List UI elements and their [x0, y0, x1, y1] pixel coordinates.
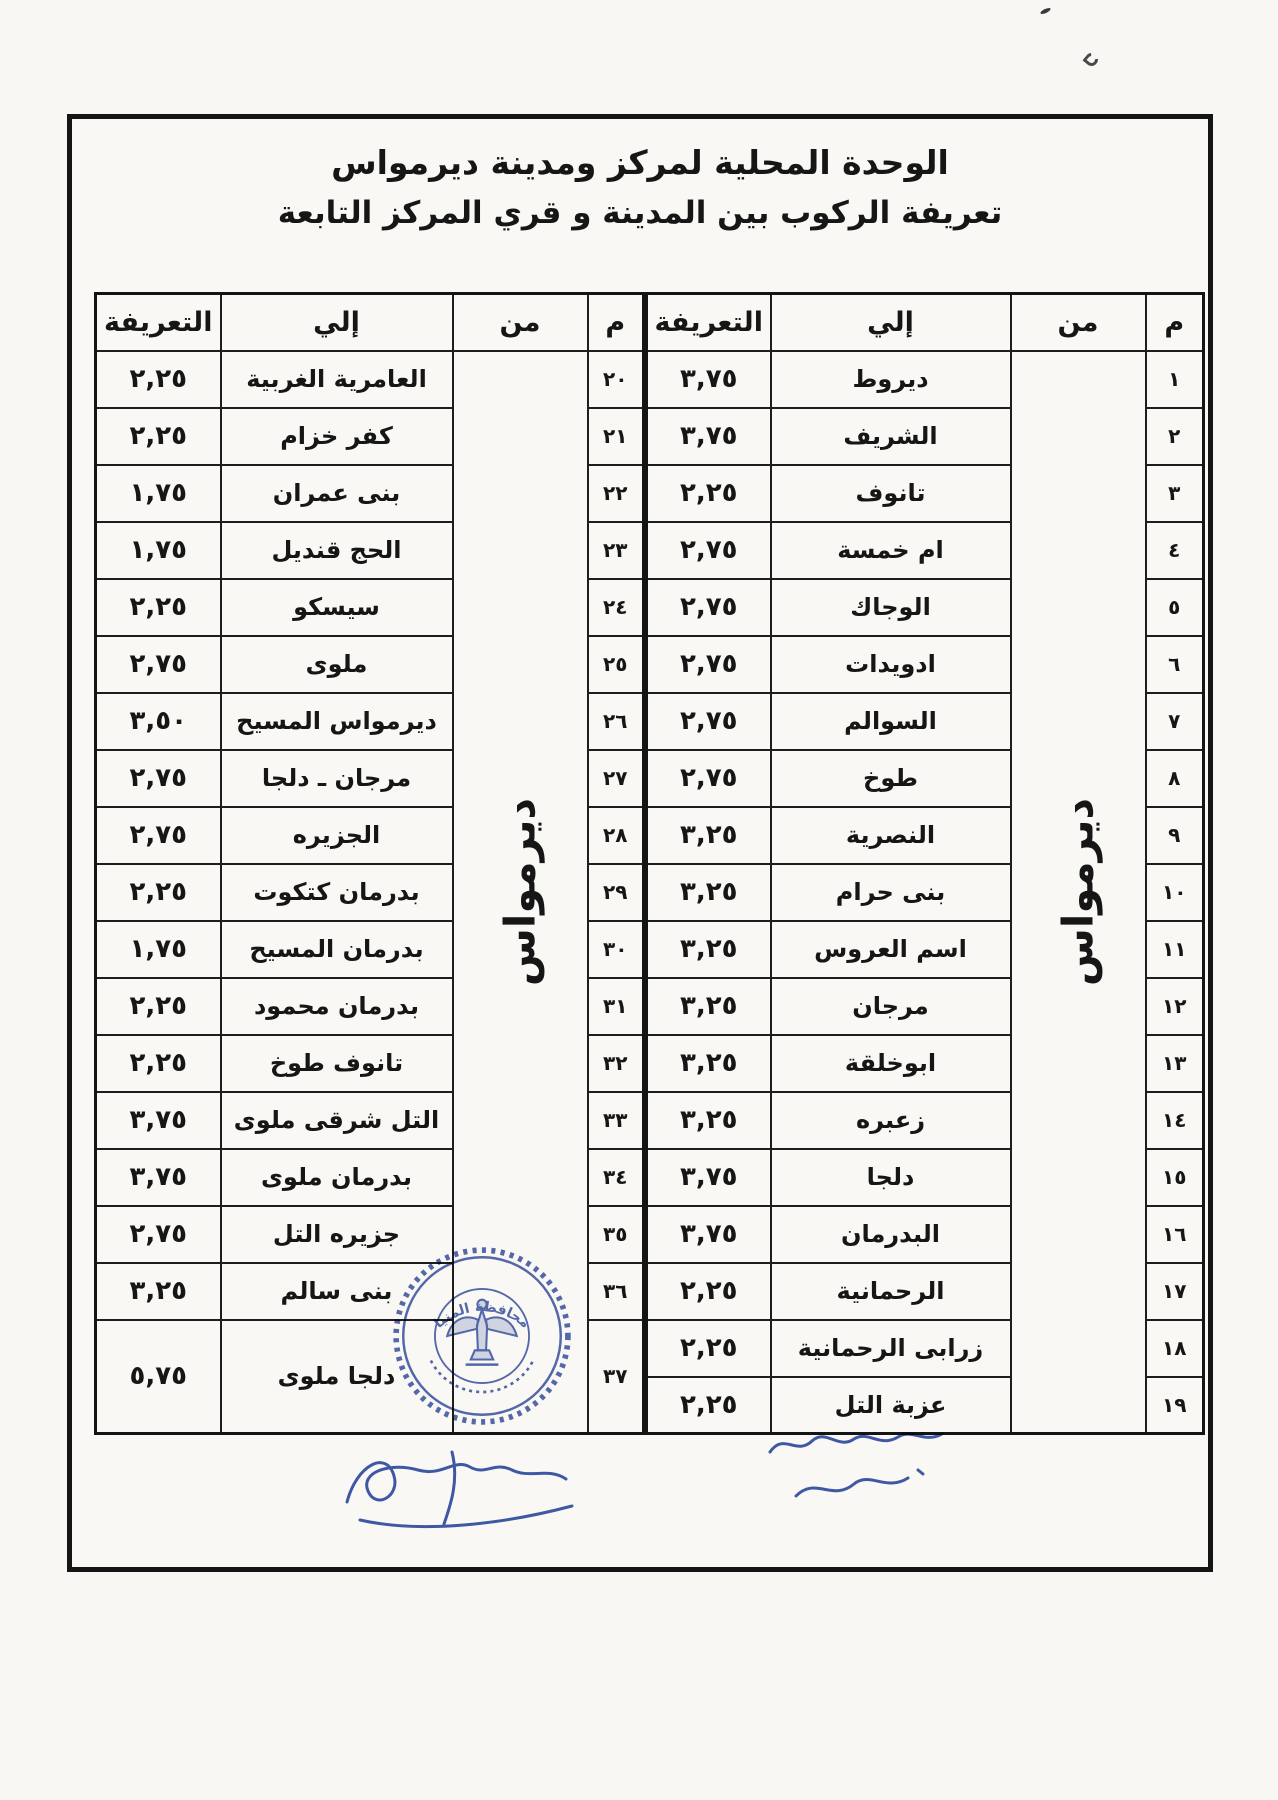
- destination-cell: ادويدات: [771, 636, 1011, 693]
- header-from: من: [453, 294, 588, 351]
- destination-cell: ديرمواس المسيح: [221, 693, 453, 750]
- row-number: ٧: [1146, 693, 1204, 750]
- destination-cell: ملوى: [221, 636, 453, 693]
- row-number: ١٨: [1146, 1320, 1204, 1377]
- from-city-vertical-label: ديرمواس: [495, 797, 545, 986]
- fare-cell: ١,٧٥: [96, 465, 221, 522]
- document-frame: [67, 114, 1213, 1572]
- destination-cell: ديروط: [771, 351, 1011, 408]
- destination-cell: العامرية الغربية: [221, 351, 453, 408]
- row-number: ٣٥: [588, 1206, 644, 1263]
- fare-cell: ١,٧٥: [96, 522, 221, 579]
- destination-cell: بدرمان ملوى: [221, 1149, 453, 1206]
- destination-cell: الرحمانية: [771, 1263, 1011, 1320]
- row-number: ١٠: [1146, 864, 1204, 921]
- row-number: ٣: [1146, 465, 1204, 522]
- destination-cell: اسم العروس: [771, 921, 1011, 978]
- fare-cell: ٣,٢٥: [647, 864, 771, 921]
- row-number: ١٤: [1146, 1092, 1204, 1149]
- destination-cell: السوالم: [771, 693, 1011, 750]
- row-number: ٣٣: [588, 1092, 644, 1149]
- header-row: [647, 294, 1204, 351]
- row-number: ٢٨: [588, 807, 644, 864]
- destination-cell: تانوف طوخ: [221, 1035, 453, 1092]
- destination-cell: التل شرقى ملوى: [221, 1092, 453, 1149]
- destination-cell: الشريف: [771, 408, 1011, 465]
- ink-mark: [1082, 50, 1100, 68]
- from-merged-cell: [1011, 351, 1146, 1434]
- row-number: ١: [1146, 351, 1204, 408]
- row-number: ١٧: [1146, 1263, 1204, 1320]
- fare-cell: ١,٧٥: [96, 921, 221, 978]
- row-number: ٣٠: [588, 921, 644, 978]
- row-number: ٦: [1146, 636, 1204, 693]
- destination-cell: بدرمان كتكوت: [221, 864, 453, 921]
- fare-cell: ٣,٧٥: [647, 1206, 771, 1263]
- destination-cell: زعبره: [771, 1092, 1011, 1149]
- fare-table-right: [645, 292, 1205, 1435]
- fare-cell: ٣,٢٥: [647, 807, 771, 864]
- row-number: ١١: [1146, 921, 1204, 978]
- row-number: ١٩: [1146, 1377, 1204, 1434]
- destination-cell: ام خمسة: [771, 522, 1011, 579]
- row-number: ٣٧: [588, 1320, 644, 1434]
- header-fare: التعريفة: [647, 294, 771, 351]
- row-number: ٣٤: [588, 1149, 644, 1206]
- header-to: إلي: [221, 294, 453, 351]
- fare-cell: ٣,٢٥: [647, 1092, 771, 1149]
- fare-cell: ٢,٢٥: [96, 579, 221, 636]
- fare-cell: ٣,٧٥: [647, 408, 771, 465]
- row-number: ٩: [1146, 807, 1204, 864]
- destination-cell: بنى عمران: [221, 465, 453, 522]
- row-number: ٤: [1146, 522, 1204, 579]
- destination-cell: الوجاك: [771, 579, 1011, 636]
- destination-cell: بنى حرام: [771, 864, 1011, 921]
- fare-cell: ٢,٧٥: [647, 579, 771, 636]
- fare-cell: ٢,٧٥: [96, 807, 221, 864]
- fare-cell: ٢,٢٥: [96, 351, 221, 408]
- fare-cell: ٢,٢٥: [647, 1377, 771, 1434]
- row-number: ٢١: [588, 408, 644, 465]
- header-num: م: [588, 294, 644, 351]
- destination-cell: بنى سالم: [221, 1263, 453, 1320]
- row-number: ٣٦: [588, 1263, 644, 1320]
- fare-cell: ٣,٢٥: [647, 978, 771, 1035]
- fare-cell: ٢,٢٥: [647, 465, 771, 522]
- fare-cell: ٣,٢٥: [96, 1263, 221, 1320]
- table-row: [647, 351, 1204, 408]
- fare-cell: ٣,٥٠: [96, 693, 221, 750]
- destination-cell: دلجا ملوى: [221, 1320, 453, 1434]
- row-number: ١٥: [1146, 1149, 1204, 1206]
- destination-cell: عزبة التل: [771, 1377, 1011, 1434]
- fare-cell: ٢,٢٥: [647, 1320, 771, 1377]
- fare-cell: ٣,٧٥: [647, 1149, 771, 1206]
- destination-cell: جزيره التل: [221, 1206, 453, 1263]
- fare-cell: ٢,٢٥: [96, 978, 221, 1035]
- fare-cell: ٣,٢٥: [647, 1035, 771, 1092]
- fare-cell: ٢,٢٥: [96, 408, 221, 465]
- row-number: ١٣: [1146, 1035, 1204, 1092]
- destination-cell: بدرمان المسيح: [221, 921, 453, 978]
- ink-mark: [1040, 7, 1052, 15]
- fare-cell: ٢,٧٥: [647, 750, 771, 807]
- header-from: من: [1011, 294, 1146, 351]
- header-num: م: [1146, 294, 1204, 351]
- fare-cell: ٢,٧٥: [647, 636, 771, 693]
- signature-right: [760, 1416, 962, 1530]
- fare-cell: ٢,٧٥: [96, 750, 221, 807]
- fare-cell: ٣,٧٥: [96, 1092, 221, 1149]
- destination-cell: سيسكو: [221, 579, 453, 636]
- destination-cell: دلجا: [771, 1149, 1011, 1206]
- fare-cell: ٢,٧٥: [647, 522, 771, 579]
- row-number: ٢٩: [588, 864, 644, 921]
- destination-cell: كفر خزام: [221, 408, 453, 465]
- table-row: [96, 351, 644, 408]
- fare-cell: ٢,٢٥: [647, 1263, 771, 1320]
- row-number: ١٦: [1146, 1206, 1204, 1263]
- destination-cell: مرجان: [771, 978, 1011, 1035]
- destination-cell: البدرمان: [771, 1206, 1011, 1263]
- destination-cell: الجزيره: [221, 807, 453, 864]
- row-number: ٢٢: [588, 465, 644, 522]
- header-row: [96, 294, 644, 351]
- destination-cell: تانوف: [771, 465, 1011, 522]
- fare-cell: ٢,٧٥: [96, 1206, 221, 1263]
- row-number: ٢٦: [588, 693, 644, 750]
- fare-cell: ٣,٢٥: [647, 921, 771, 978]
- row-number: ٢٣: [588, 522, 644, 579]
- row-number: ٣١: [588, 978, 644, 1035]
- fare-cell: ٢,٢٥: [96, 864, 221, 921]
- document-title: الوحدة المحلية لمركز ومدينة ديرمواس: [331, 143, 949, 182]
- from-city-vertical-label: ديرمواس: [1053, 797, 1103, 986]
- destination-cell: زرابى الرحمانية: [771, 1320, 1011, 1377]
- row-number: ٨: [1146, 750, 1204, 807]
- row-number: ٢٥: [588, 636, 644, 693]
- row-number: ١٢: [1146, 978, 1204, 1035]
- fare-tables: [94, 292, 1205, 1435]
- official-stamp: [392, 1246, 572, 1426]
- fare-cell: ٢,٧٥: [647, 693, 771, 750]
- fare-cell: ٥,٧٥: [96, 1320, 221, 1434]
- fare-cell: ٢,٧٥: [96, 636, 221, 693]
- destination-cell: الحج قنديل: [221, 522, 453, 579]
- destination-cell: ابوخلقة: [771, 1035, 1011, 1092]
- destination-cell: بدرمان محمود: [221, 978, 453, 1035]
- header-to: إلي: [771, 294, 1011, 351]
- document-subtitle: تعريفة الركوب بين المدينة و قري المركز التابعة: [277, 195, 1003, 231]
- row-number: ٢٤: [588, 579, 644, 636]
- row-number: ٢٠: [588, 351, 644, 408]
- fare-cell: ٣,٧٥: [96, 1149, 221, 1206]
- signature-left: [332, 1434, 590, 1540]
- row-number: ٢٧: [588, 750, 644, 807]
- destination-cell: مرجان ـ دلجا: [221, 750, 453, 807]
- stamp-arc-text: محافظة المنيا: [430, 1298, 533, 1332]
- row-number: ٣٢: [588, 1035, 644, 1092]
- fare-cell: ٣,٧٥: [647, 351, 771, 408]
- row-number: ٢: [1146, 408, 1204, 465]
- header-fare: التعريفة: [96, 294, 221, 351]
- destination-cell: النصرية: [771, 807, 1011, 864]
- fare-cell: ٢,٢٥: [96, 1035, 221, 1092]
- destination-cell: طوخ: [771, 750, 1011, 807]
- row-number: ٥: [1146, 579, 1204, 636]
